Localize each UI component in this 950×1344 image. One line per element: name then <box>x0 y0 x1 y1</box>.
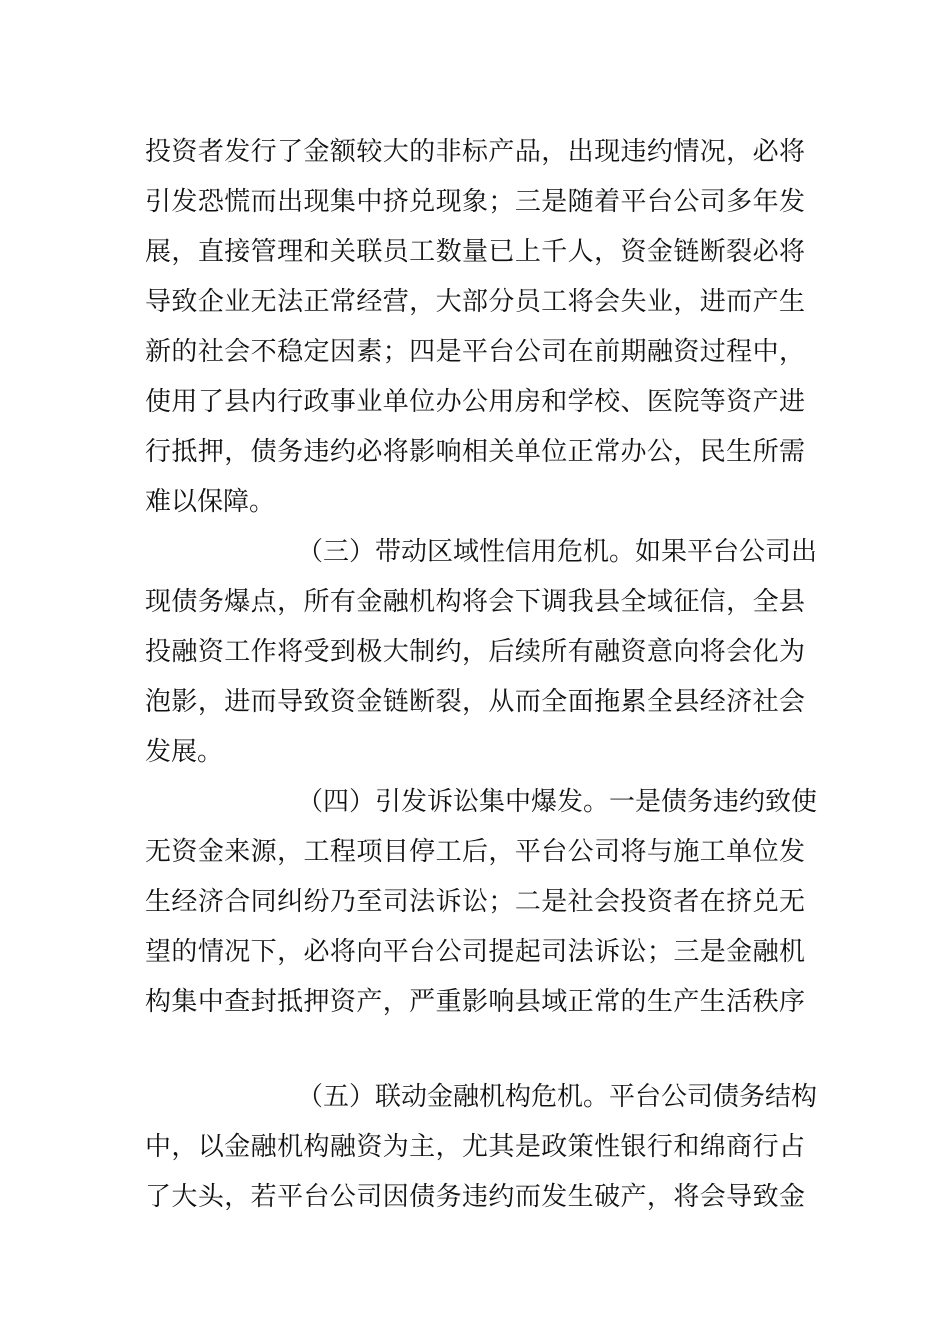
text-line: 投资者发行了金额较大的非标产品，出现违约情况，必将 <box>145 137 805 167</box>
text-line: 中，以金融机构融资为主，尤其是政策性银行和绵商行占 <box>145 1132 805 1162</box>
text-line: 展，直接管理和关联员工数量已上千人，资金链断裂必将 <box>145 237 805 267</box>
text-line: 无资金来源，工程项目停工后，平台公司将与施工单位发 <box>145 837 805 867</box>
text-line: 生经济合同纠纷乃至司法诉讼；二是社会投资者在挤兑无 <box>145 887 805 917</box>
text-line: 泡影，进而导致资金链断裂，从而全面拖累全县经济社会 <box>145 687 805 717</box>
text-line: 发展。 <box>145 737 224 767</box>
text-line: 新的社会不稳定因素；四是平台公司在前期融资过程中， <box>145 337 805 367</box>
text-line: 引发恐慌而出现集中挤兑现象；三是随着平台公司多年发 <box>145 187 805 217</box>
text-line: 构集中查封抵押资产，严重影响县域正常的生产生活秩序 <box>145 987 805 1017</box>
text-line: 难以保障。 <box>145 487 276 517</box>
section-heading-5: （五）联动金融机构危机。平台公司债务结构 <box>297 1082 818 1112</box>
text-line: 使用了县内行政事业单位办公用房和学校、医院等资产进 <box>145 387 805 417</box>
text-line: 现债务爆点，所有金融机构将会下调我县全域征信，全县 <box>145 587 805 617</box>
text-line: 行抵押，债务违约必将影响相关单位正常办公，民生所需 <box>145 437 805 467</box>
text-line: 了大头，若平台公司因债务违约而发生破产，将会导致金 <box>145 1182 805 1212</box>
section-heading-4: （四）引发诉讼集中爆发。一是债务违约致使 <box>297 787 818 817</box>
text-line: 望的情况下，必将向平台公司提起司法诉讼；三是金融机 <box>145 937 805 967</box>
text-line: 导致企业无法正常经营，大部分员工将会失业，进而产生 <box>145 287 805 317</box>
text-line: 投融资工作将受到极大制约，后续所有融资意向将会化为 <box>145 637 805 667</box>
section-heading-3: （三）带动区域性信用危机。如果平台公司出 <box>297 537 818 567</box>
